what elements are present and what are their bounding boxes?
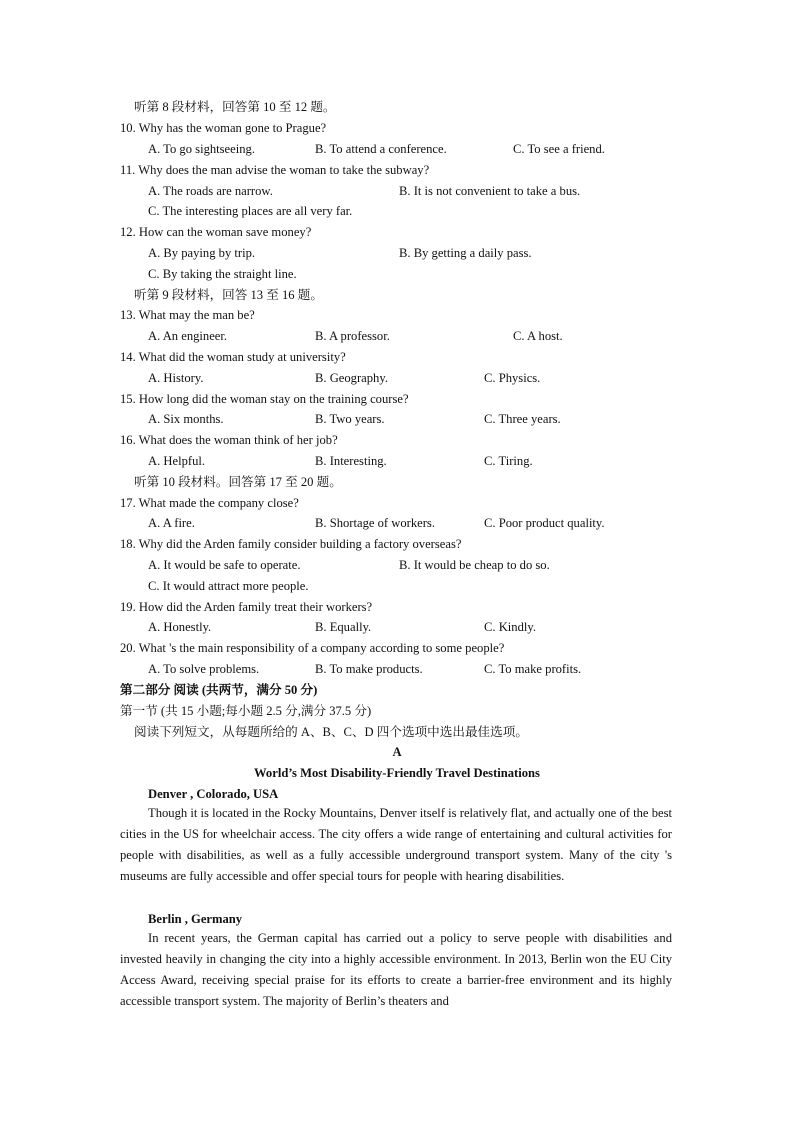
passage-letter: A [392, 745, 402, 759]
q14-option-c: C. Physics. [484, 371, 541, 385]
q13-option-b: B. A professor. [315, 329, 390, 343]
denver-heading: Denver , Colorado, USA [148, 787, 279, 801]
q19-option-b: B. Equally. [315, 620, 372, 634]
q10-option-a: A. To go sightseeing. [148, 142, 255, 156]
section-9-instruction: 听第 9 段材料，回答 13 至 16 题。 [134, 288, 323, 302]
q11-option-b: B. It is not convenient to take a bus. [399, 184, 581, 198]
question-17: 17. What made the company close? [120, 496, 299, 510]
berlin-text: In recent years, the German capital has carried out a policy to serve people with disabilities and invested heavily in changing the city into a highly accessible environment. In 2013, Berlin won the EU City Access Award, receiving special praise for its efforts to create a barrier-free environment and its highly accessible transport system. The majority of Berlin’s theaters and [120, 931, 672, 1008]
q12-option-b: B. By getting a daily pass. [399, 246, 532, 260]
question-10: 10. Why has the woman gone to Prague? [120, 121, 327, 135]
q12-option-a: A. By paying by trip. [148, 246, 256, 260]
berlin-paragraph [120, 928, 672, 1012]
q15-option-b: B. Two years. [315, 412, 385, 426]
question-12: 12. How can the woman save money? [120, 225, 312, 239]
question-11: 11. Why does the man advise the woman to take the subway? [120, 163, 430, 177]
q16-option-a: A. Helpful. [148, 454, 206, 468]
q17-option-c: C. Poor product quality. [484, 516, 605, 530]
q10-option-b: B. To attend a conference. [315, 142, 447, 156]
q12-option-c: C. By taking the straight line. [148, 267, 297, 281]
q17-option-b: B. Shortage of workers. [315, 516, 435, 530]
section-10-instruction: 听第 10 段材料。回答第 17 至 20 题。 [134, 475, 342, 489]
passage-title: World’s Most Disability-Friendly Travel Destinations [254, 766, 540, 780]
q16-option-c: C. Tiring. [484, 454, 533, 468]
question-15: 15. How long did the woman stay on the training course? [120, 392, 409, 406]
question-19: 19. How did the Arden family treat their workers? [120, 600, 373, 614]
q13-option-c: C. A host. [513, 329, 563, 343]
q20-option-b: B. To make products. [315, 662, 423, 676]
q15-option-a: A. Six months. [148, 412, 224, 426]
question-20: 20. What 's the main responsibility of a company according to some people? [120, 641, 505, 655]
q11-option-c: C. The interesting places are all very far. [148, 204, 353, 218]
section-one-heading: 第一节 (共 15 小题;每小题 2.5 分,满分 37.5 分) [120, 704, 372, 718]
q17-option-a: A. A fire. [148, 516, 195, 530]
q15-option-c: C. Three years. [484, 412, 561, 426]
q19-option-c: C. Kindly. [484, 620, 537, 634]
q18-option-b: B. It would be cheap to do so. [399, 558, 550, 572]
question-13: 13. What may the man be? [120, 308, 255, 322]
denver-text: Though it is located in the Rocky Mountains, Denver itself is relatively flat, and actually one of the best cities in the US for wheelchair access. The city offers a wide range of entertaining and cultural activities for people with disabilities, as well as a fully accessible underground transport system. Many of the city 's museums are fully accessible and offer special tours for people with hearing disabilities. [120, 806, 672, 883]
question-14: 14. What did the woman study at university? [120, 350, 346, 364]
denver-paragraph [120, 803, 672, 887]
reading-instruction: 阅读下列短文，从每题所给的 A、B、C、D 四个选项中选出最佳选项。 [134, 725, 528, 739]
q14-option-a: A. History. [148, 371, 204, 385]
q18-option-c: C. It would attract more people. [148, 579, 309, 593]
q13-option-a: A. An engineer. [148, 329, 228, 343]
part-two-title: 第二部分 阅读 (共两节，满分 50 分) [120, 683, 318, 697]
q16-option-b: B. Interesting. [315, 454, 387, 468]
question-16: 16. What does the woman think of her job? [120, 433, 338, 447]
q10-option-c: C. To see a friend. [513, 142, 605, 156]
q20-option-c: C. To make profits. [484, 662, 582, 676]
q18-option-a: A. It would be safe to operate. [148, 558, 301, 572]
question-18: 18. Why did the Arden family consider building a factory overseas? [120, 537, 462, 551]
berlin-heading: Berlin , Germany [148, 912, 243, 926]
q14-option-b: B. Geography. [315, 371, 388, 385]
q11-option-a: A. The roads are narrow. [148, 184, 273, 198]
q19-option-a: A. Honestly. [148, 620, 212, 634]
section-8-instruction: 听第 8 段材料，回答第 10 至 12 题。 [134, 100, 336, 114]
q20-option-a: A. To solve problems. [148, 662, 260, 676]
